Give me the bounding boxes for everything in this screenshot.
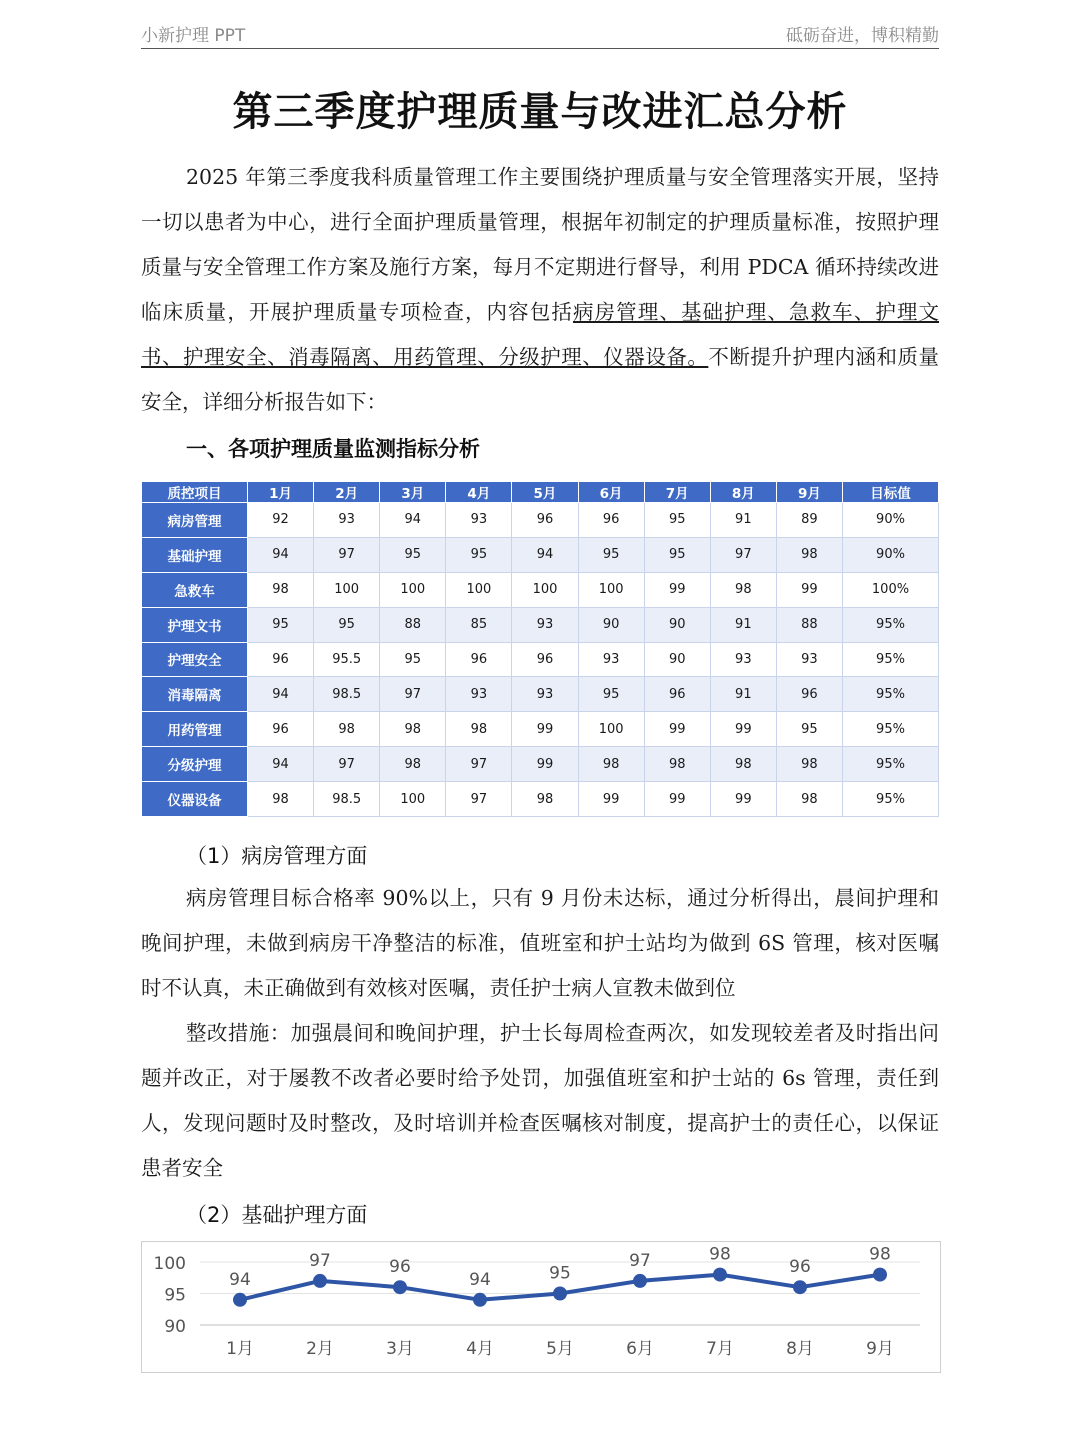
x-tick-label: 2月	[306, 1339, 334, 1359]
table-cell: 100	[578, 712, 644, 747]
table-header-cell: 6月	[578, 482, 644, 503]
target-cell: 95%	[843, 747, 939, 782]
data-point	[233, 1293, 247, 1307]
y-tick-label: 95	[164, 1285, 186, 1306]
y-tick-label: 90	[164, 1317, 186, 1337]
data-point	[473, 1293, 487, 1307]
table-cell: 98.5	[314, 782, 380, 817]
table-cell: 94	[248, 747, 314, 782]
table-cell: 91	[710, 677, 776, 712]
target-cell: 90%	[843, 537, 939, 572]
header-brand: 小新护理 PPT	[141, 26, 246, 46]
intro-underlined-items: 病房管理、基础护理、急救车、护理文书、护理安全、消毒隔离、用药管理、分级护理、仪器设备。	[141, 300, 940, 369]
table-cell: 99	[644, 572, 710, 607]
table-header-cell: 目标值	[843, 482, 939, 503]
x-tick-label: 3月	[386, 1339, 414, 1359]
x-tick-label: 1月	[226, 1339, 254, 1359]
table-cell: 93	[446, 503, 512, 538]
table-cell: 94	[380, 503, 446, 538]
table-cell: 90	[644, 607, 710, 642]
table-header-cell: 8月	[710, 482, 776, 503]
table-cell: 99	[776, 572, 842, 607]
page-header	[141, 18, 939, 49]
table-cell: 95	[248, 607, 314, 642]
table-cell: 89	[776, 503, 842, 538]
table-cell: 94	[248, 677, 314, 712]
table-header-cell: 3月	[380, 482, 446, 503]
table-cell: 95	[578, 537, 644, 572]
table-row	[142, 747, 939, 782]
target-cell: 95%	[843, 642, 939, 677]
table-cell: 94	[248, 537, 314, 572]
data-label: 96	[389, 1257, 411, 1278]
data-label: 96	[789, 1257, 811, 1278]
row-item-label: 仪器设备	[142, 782, 248, 817]
table-cell: 98	[248, 782, 314, 817]
section1-heading: 一、各项护理质量监测指标分析	[186, 437, 480, 461]
x-tick-label: 4月	[466, 1339, 494, 1359]
row-item-label: 消毒隔离	[142, 677, 248, 712]
row-item-label: 用药管理	[142, 712, 248, 747]
table-cell: 93	[578, 642, 644, 677]
table-cell: 98	[710, 747, 776, 782]
basic-care-chart	[141, 1241, 941, 1373]
table-cell: 95	[578, 677, 644, 712]
table-cell: 98.5	[314, 677, 380, 712]
data-label: 98	[869, 1244, 891, 1265]
subsection2-heading: （2）基础护理方面	[186, 1203, 368, 1227]
target-cell: 95%	[843, 677, 939, 712]
y-tick-label: 100	[153, 1254, 186, 1274]
data-point	[713, 1268, 727, 1282]
table-cell: 99	[710, 782, 776, 817]
table-cell: 98	[776, 747, 842, 782]
table-cell: 93	[314, 503, 380, 538]
table-header-cell: 2月	[314, 482, 380, 503]
table-cell: 96	[248, 712, 314, 747]
intro-text-2: 不断提升护理内涵和质量安全，详细分析报告如下：	[141, 345, 940, 414]
table-cell: 88	[776, 607, 842, 642]
data-label: 97	[629, 1250, 651, 1271]
table-cell: 98	[512, 782, 578, 817]
table-cell: 100	[380, 782, 446, 817]
table-cell: 95	[776, 712, 842, 747]
table-cell: 93	[446, 677, 512, 712]
row-item-label: 急救车	[142, 572, 248, 607]
table-row	[142, 642, 939, 677]
table-cell: 96	[512, 642, 578, 677]
table-row	[142, 537, 939, 572]
table-cell: 95	[446, 537, 512, 572]
table-cell: 95	[644, 537, 710, 572]
table-cell: 97	[314, 747, 380, 782]
data-label: 94	[469, 1269, 491, 1290]
table-cell: 98	[380, 712, 446, 747]
table-cell: 98	[578, 747, 644, 782]
table-cell: 90	[644, 642, 710, 677]
table-cell: 96	[512, 503, 578, 538]
line-chart-svg	[142, 1242, 940, 1372]
x-tick-label: 6月	[626, 1339, 654, 1359]
data-point	[313, 1274, 327, 1288]
data-point	[873, 1268, 887, 1282]
x-tick-label: 8月	[786, 1339, 814, 1359]
table-row	[142, 677, 939, 712]
table-cell: 95	[314, 607, 380, 642]
target-cell: 95%	[843, 712, 939, 747]
table-cell: 98	[314, 712, 380, 747]
quality-table	[141, 481, 939, 817]
table-cell: 95	[380, 537, 446, 572]
table-cell: 98	[248, 572, 314, 607]
row-item-label: 病房管理	[142, 503, 248, 538]
table-cell: 100	[446, 572, 512, 607]
row-item-label: 基础护理	[142, 537, 248, 572]
table-row	[142, 607, 939, 642]
table-header-cell: 9月	[776, 482, 842, 503]
table-row	[142, 503, 939, 538]
page-title: 第三季度护理质量与改进汇总分析	[232, 88, 848, 135]
ward-analysis-paragraph: 病房管理目标合格率 90%以上，只有 9 月份未达标，通过分析得出，晨间护理和晚间护理，未做到病房干净整洁的标准，值班室和护士站均为做到 6S 管理，核对医嘱时不认真，未正确做到有效核对医嘱，责任护士病人宣教未做到位	[141, 886, 939, 1000]
table-row	[142, 782, 939, 817]
table-cell: 98	[710, 572, 776, 607]
table-cell: 93	[512, 607, 578, 642]
table-cell: 93	[710, 642, 776, 677]
table-cell: 93	[776, 642, 842, 677]
table-header-cell: 7月	[644, 482, 710, 503]
table-cell: 99	[512, 712, 578, 747]
table-row	[142, 712, 939, 747]
ward-measures-paragraph: 整改措施：加强晨间和晚间护理，护士长每周检查两次，如发现较差者及时指出问题并改正，对于屡教不改者必要时给予处罚，加强值班室和护士站的 6s 管理，责任到人，发现问题时及时整改，及时培训并检查医嘱核对制度，提高护士的责任心，以保证患者安全	[141, 1021, 939, 1180]
table-cell: 99	[644, 712, 710, 747]
table-cell: 92	[248, 503, 314, 538]
table-cell: 100	[512, 572, 578, 607]
table-cell: 95	[644, 503, 710, 538]
table-header-cell: 5月	[512, 482, 578, 503]
data-point	[793, 1280, 807, 1294]
table-cell: 96	[578, 503, 644, 538]
table-cell: 99	[644, 782, 710, 817]
row-item-label: 分级护理	[142, 747, 248, 782]
table-header-cell: 质控项目	[142, 482, 248, 503]
row-item-label: 护理安全	[142, 642, 248, 677]
target-cell: 95%	[843, 782, 939, 817]
table-cell: 96	[644, 677, 710, 712]
table-cell: 97	[314, 537, 380, 572]
table-cell: 97	[446, 782, 512, 817]
data-label: 98	[709, 1244, 731, 1265]
table-body	[142, 503, 939, 817]
table-cell: 96	[446, 642, 512, 677]
table-cell: 98	[776, 537, 842, 572]
table-cell: 91	[710, 503, 776, 538]
table-cell: 95	[380, 642, 446, 677]
data-point	[633, 1274, 647, 1288]
table-cell: 90	[578, 607, 644, 642]
table-cell: 95.5	[314, 642, 380, 677]
data-label: 94	[229, 1269, 251, 1290]
x-tick-label: 7月	[706, 1339, 734, 1359]
table-cell: 97	[710, 537, 776, 572]
data-label: 95	[549, 1263, 571, 1284]
x-tick-label: 5月	[546, 1339, 574, 1359]
table-cell: 98	[644, 747, 710, 782]
table-cell: 85	[446, 607, 512, 642]
table-cell: 97	[446, 747, 512, 782]
table-cell: 98	[776, 782, 842, 817]
table-cell: 93	[512, 677, 578, 712]
table-cell: 98	[380, 747, 446, 782]
table-cell: 96	[776, 677, 842, 712]
target-cell: 95%	[843, 607, 939, 642]
table-cell: 99	[512, 747, 578, 782]
table-cell: 97	[380, 677, 446, 712]
row-item-label: 护理文书	[142, 607, 248, 642]
data-point	[553, 1287, 567, 1301]
data-point	[393, 1280, 407, 1294]
target-cell: 90%	[843, 503, 939, 538]
x-tick-label: 9月	[866, 1339, 894, 1359]
header-motto: 砥砺奋进，博积精勤	[786, 26, 939, 46]
table-row	[142, 572, 939, 607]
table-cell: 88	[380, 607, 446, 642]
target-cell: 100%	[843, 572, 939, 607]
subsection1-heading: （1）病房管理方面	[186, 844, 368, 868]
table-header-row	[142, 482, 939, 503]
intro-paragraph	[141, 155, 939, 425]
table-header-cell: 1月	[248, 482, 314, 503]
table-cell: 100	[578, 572, 644, 607]
table-cell: 99	[710, 712, 776, 747]
table-header-cell: 4月	[446, 482, 512, 503]
table-cell: 100	[314, 572, 380, 607]
table-cell: 99	[578, 782, 644, 817]
table-cell: 96	[248, 642, 314, 677]
table-cell: 91	[710, 607, 776, 642]
intro-text-1: 2025 年第三季度我科质量管理工作主要围绕护理质量与安全管理落实开展，坚持一切以患者为中心，进行全面护理质量管理，根据年初制定的护理质量标准，按照护理质量与安全管理工作方案及施行方案，每月不定期进行督导，利用 PDCA 循环持续改进临床质量，开展护理质量专项检查，内容包括	[141, 165, 939, 324]
table-cell: 94	[512, 537, 578, 572]
data-label: 97	[309, 1250, 331, 1271]
table-cell: 98	[446, 712, 512, 747]
table-cell: 100	[380, 572, 446, 607]
